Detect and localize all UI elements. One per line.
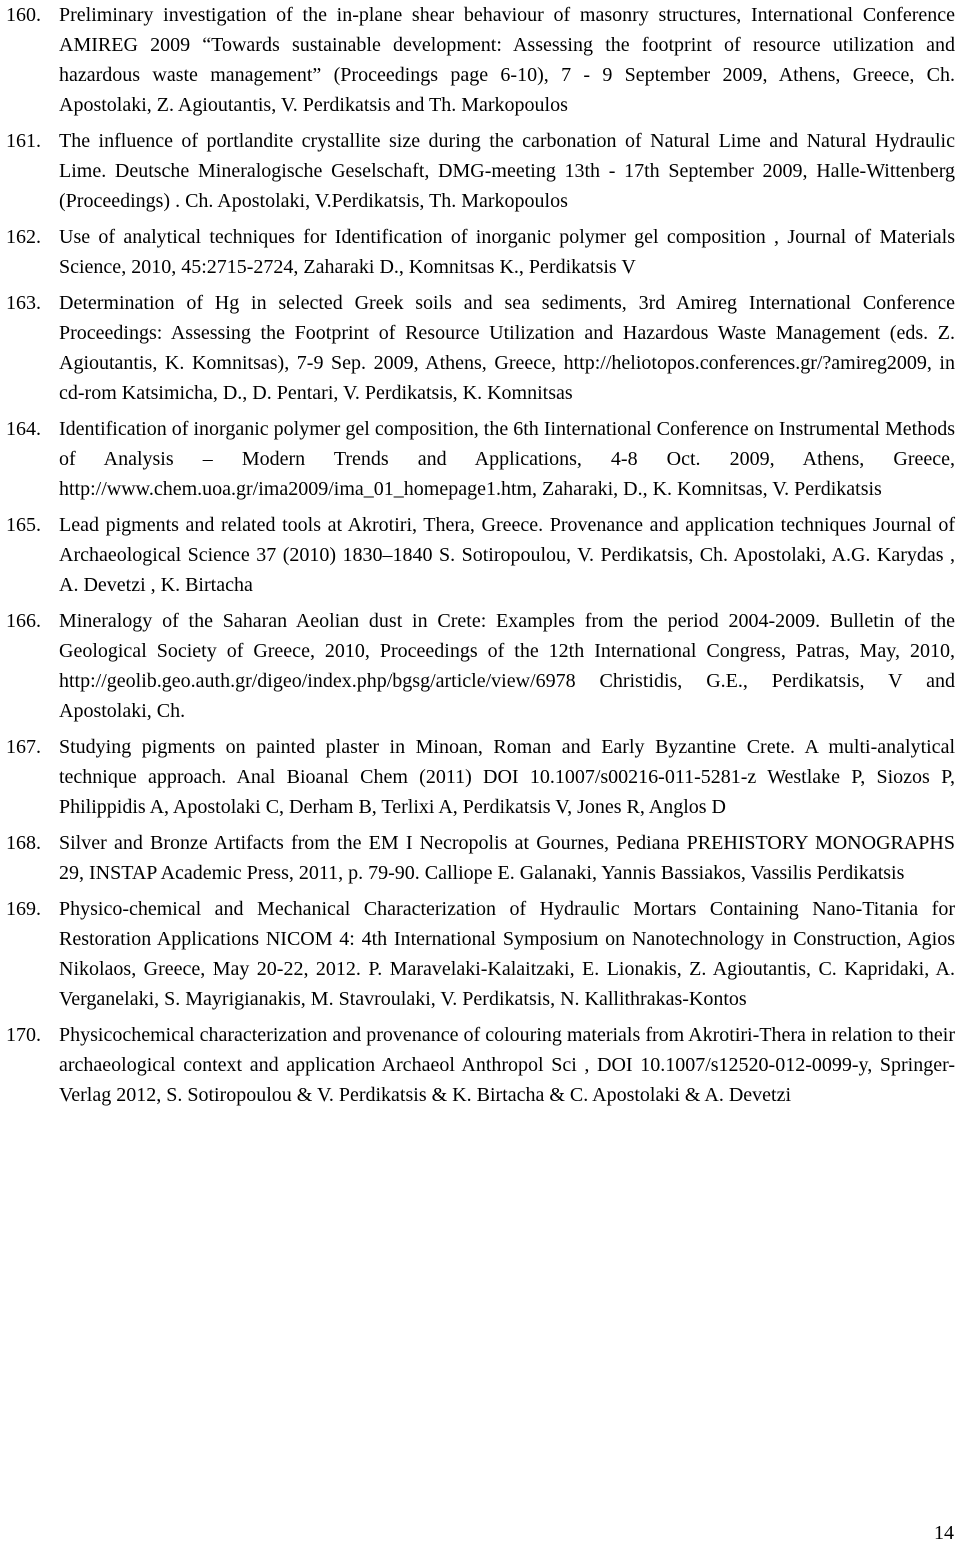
reference-item-165	[0, 510, 960, 600]
reference-number: 170.	[6, 1024, 41, 1046]
reference-text: Use of analytical techniques for Identification of inorganic polymer gel composition , Journal of Materials Science, 2010, 45:2715-2724, Zaharaki D., Komnitsas K., Perdikatsis V	[59, 226, 955, 278]
reference-item-163	[0, 288, 960, 408]
reference-text: Studying pigments on painted plaster in Minoan, Roman and Early Byzantine Crete. A multi-analytical technique approach. Anal Bioanal Chem (2011) DOI 10.1007/s00216-011-5281-z Westlake P, Siozos P, Philippidis A, Apostolaki C, Derham B, Terlixi A, Perdikatsis V, Jones R, Anglos D	[59, 736, 955, 818]
reference-number: 160.	[6, 4, 41, 26]
reference-text: Identification of inorganic polymer gel composition, the 6th Iinternational Conference on Instrumental Methods of Analysis – Modern Trends and Applications, 4-8 Oct. 2009, Athens, Greece, http://www.chem.uoa.gr/ima2009/ima_01_homepage1.htm, Zaharaki, D., K. Komnitsas, V. Perdikatsis	[59, 418, 955, 500]
reference-number: 168.	[6, 832, 41, 854]
reference-number: 167.	[6, 736, 41, 758]
reference-number: 165.	[6, 514, 41, 536]
reference-item-164	[0, 414, 960, 504]
reference-number: 163.	[6, 292, 41, 314]
reference-item-160	[0, 0, 960, 120]
page-number: 14	[934, 1522, 954, 1544]
reference-item-168	[0, 828, 960, 888]
reference-item-170	[0, 1020, 960, 1110]
reference-text: Lead pigments and related tools at Akrotiri, Thera, Greece. Provenance and application techniques Journal of Archaeological Science 37 (2010) 1830–1840 S. Sotiropoulou, V. Perdikatsis, Ch. Apostolaki, A.G. Karydas , A. Devetzi , K. Birtacha	[59, 514, 955, 596]
reference-number: 166.	[6, 610, 41, 632]
reference-item-167	[0, 732, 960, 822]
reference-text: Preliminary investigation of the in-plane shear behaviour of masonry structures, International Conference AMIREG 2009 “Towards sustainable development: Assessing the footprint of resource utilization and hazardous waste management” (Proceedings page 6-10), 7 - 9 September 2009, Athens, Greece, Ch. Apostolaki, Z. Agioutantis, V. Perdikatsis and Th. Markopoulos	[59, 4, 955, 116]
reference-number: 169.	[6, 898, 41, 920]
reference-item-162	[0, 222, 960, 282]
reference-text: Mineralogy of the Saharan Aeolian dust in Crete: Examples from the period 2004-2009. Bulletin of the Geological Society of Greece, 2010, Proceedings of the 12th International Congress, Patras, May, 2010, http://geolib.geo.auth.gr/digeo/index.php/bgsg/article/view/6978 Christidis, G.E., Perdikatsis, V and Apostolaki, Ch.	[59, 610, 955, 722]
reference-number: 161.	[6, 130, 41, 152]
reference-number: 162.	[6, 226, 41, 248]
reference-item-169	[0, 894, 960, 1014]
reference-item-161	[0, 126, 960, 216]
reference-number: 164.	[6, 418, 41, 440]
reference-item-166	[0, 606, 960, 726]
reference-text: Physico-chemical and Mechanical Characterization of Hydraulic Mortars Containing Nano-Titania for Restoration Applications NICOM 4: 4th International Symposium on Nanotechnology in Construction, Agios Nikolaos, Greece, May 20-22, 2012. P. Maravelaki-Kalaitzaki, E. Lionakis, Z. Agioutantis, C. Kapridaki, A. Verganelaki, S. Mayrigianakis, M. Stavroulaki, V. Perdikatsis, N. Kallithrakas-Kontos	[59, 898, 955, 1010]
reference-text: Silver and Bronze Artifacts from the EM I Necropolis at Gournes, Pediana PREHISTORY MONOGRAPHS 29, INSTAP Academic Press, 2011, p. 79-90. Calliope E. Galanaki, Yannis Bassiakos, Vassilis Perdikatsis	[59, 832, 955, 884]
reference-text: Physicochemical characterization and provenance of colouring materials from Akrotiri-Thera in relation to their archaeological context and application Archaeol Anthropol Sci , DOI 10.1007/s12520-012-0099-y, Springer-Verlag 2012, S. Sotiropoulou & V. Perdikatsis & K. Birtacha & C. Apostolaki & A. Devetzi	[59, 1024, 955, 1106]
reference-text: The influence of portlandite crystallite size during the carbonation of Natural Lime and Natural Hydraulic Lime. Deutsche Mineralogische Geselschaft, DMG-meeting 13th - 17th September 2009, Halle-Wittenberg (Proceedings) . Ch. Apostolaki, V.Perdikatsis, Th. Markopoulos	[59, 130, 955, 212]
reference-text: Determination of Hg in selected Greek soils and sea sediments, 3rd Amireg International Conference Proceedings: Assessing the Footprint of Resource Utilization and Hazardous Waste Management (eds. Z. Agioutantis, K. Komnitsas), 7-9 Sep. 2009, Athens, Greece, http://heliotopos.conferences.gr/?amireg2009, in cd-rom Katsimicha, D., D. Pentari, V. Perdikatsis, K. Komnitsas	[59, 292, 955, 404]
